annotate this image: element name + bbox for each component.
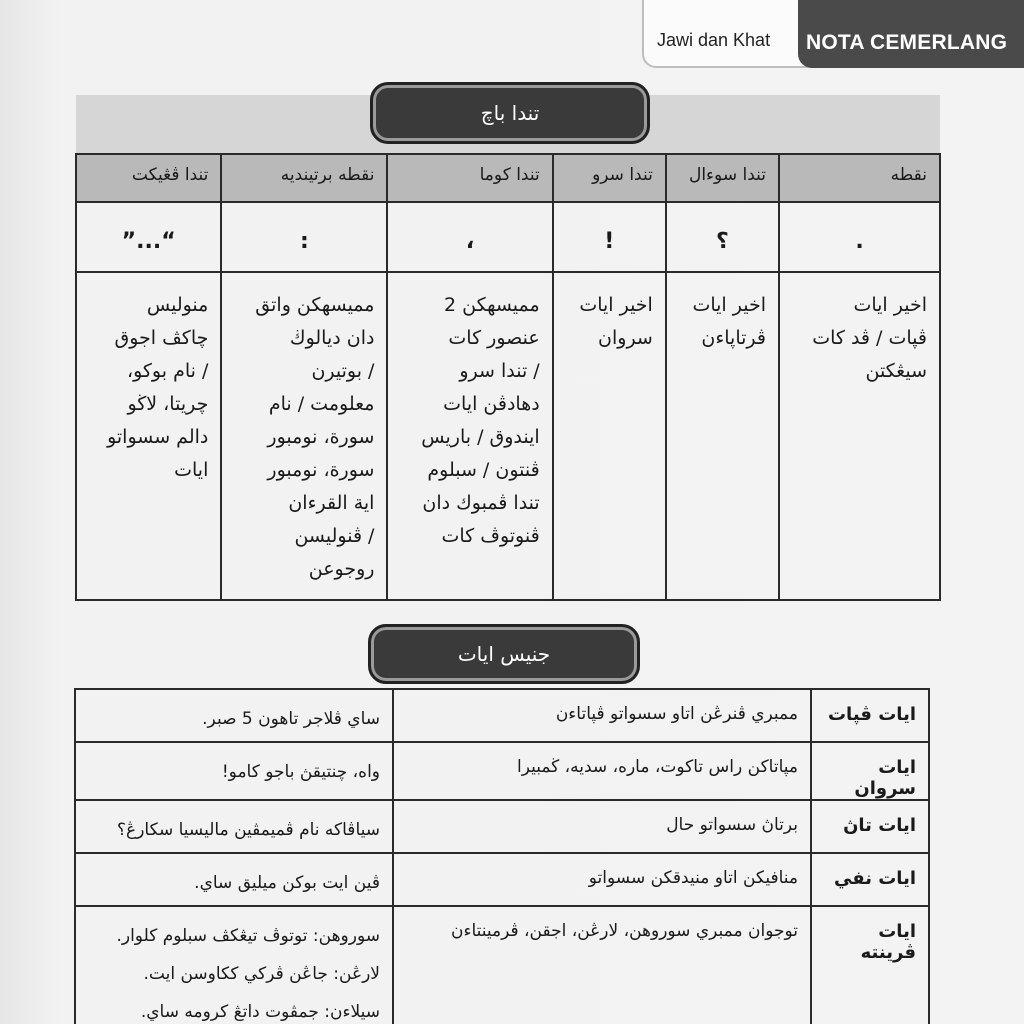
punctuation-table [75, 153, 941, 601]
punctuation-section-title: تندا باچ [370, 82, 650, 144]
sentence-type: ايات نفي [811, 853, 929, 906]
punctuation-description: مميسهكن واتق دان ديالوڬ / بوتيرن معلومت / نام سورة، نومبور سورة، نومبور اية القرءان / ڤنوليسن روجوعن [221, 272, 387, 600]
column-header: تندا سوءال [666, 154, 779, 202]
sentence-type: ايات سروان [811, 742, 929, 800]
punctuation-symbol-row [76, 202, 940, 272]
punctuation-symbol: ، [387, 202, 552, 272]
punctuation-header-row [76, 154, 940, 202]
punctuation-symbol: . [779, 202, 940, 272]
sentence-example: ساي ڤلاجر تاهون 5 صبر. [75, 689, 393, 742]
column-header: نقطه [779, 154, 940, 202]
punctuation-symbol: ؟ [666, 202, 779, 272]
sentence-type: ايات ڤپات [811, 689, 929, 742]
sentence-definition: توجوان ممبري سوروهن، لارڠن، اجقن، ڤرمينتاءن [393, 906, 811, 1024]
punctuation-symbol: : [221, 202, 387, 272]
sentence-section-title: جنيس ايات [368, 624, 640, 684]
table-row [75, 906, 929, 1024]
header-title: NOTA CEMERLANG [798, 0, 1024, 68]
sentence-example: سياڤاكه نام ڤميمڤين ماليسيا سكارڠ؟ [75, 800, 393, 853]
punctuation-description: اخير ايات سروان [553, 272, 666, 600]
punctuation-description: مميسهكن 2 عنصور كات / تندا سرو دهادڤن ايات ايندوق / باريس ڤنتون / سبلوم تندا ڤمبوك دان ڤنوتوڤ كات [387, 272, 552, 600]
punctuation-description: اخير ايات ڤپات / ڤد كات سيڠكتن [779, 272, 940, 600]
table-row [75, 853, 929, 906]
sentence-definition: ممبري ڤنرڠن اتاو سسواتو ڤپاتاءن [393, 689, 811, 742]
sentence-type: ايات تاڽ [811, 800, 929, 853]
table-row [75, 742, 929, 800]
sentence-table [74, 688, 930, 1024]
punctuation-symbol: ! [553, 202, 666, 272]
table-row [75, 689, 929, 742]
punctuation-symbol: “...” [76, 202, 221, 272]
table-row [75, 800, 929, 853]
sentence-type: ايات ڤرينته [811, 906, 929, 1024]
sentence-definition: منافيكن اتاو منيدقكن سسواتو [393, 853, 811, 906]
header-subtitle: Jawi dan Khat [657, 30, 771, 50]
sentence-example: واه، چنتيقڽ باجو كامو! [75, 742, 393, 800]
punctuation-description-row [76, 272, 940, 600]
sentence-example: ڤين ايت بوكن ميليق ساي. [75, 853, 393, 906]
sentence-definition: مپاتاكن راس تاكوت، ماره، سديه، ڬمبيرا [393, 742, 811, 800]
column-header: تندا ڤڠيكت [76, 154, 221, 202]
column-header: تندا كوما [387, 154, 552, 202]
punctuation-description: اخير ايات ڤرتاپاءن [666, 272, 779, 600]
sentence-example: سوروهن: توتوڤ تيڠكڤ سبلوم كلوار. لارڠن: جاڠن ڤركي ككاوسن ايت. سيلاءن: جمڤوت داتڠ كرومه ساي. [75, 906, 393, 1024]
column-header: تندا سرو [553, 154, 666, 202]
punctuation-description: منوليس چاكڤ اجوق / نام بوكو، چريتا، لاڬو دالم سسواتو ايات [76, 272, 221, 600]
sentence-definition: برتاڽ سسواتو حال [393, 800, 811, 853]
column-header: نقطه برتينديه [221, 154, 387, 202]
